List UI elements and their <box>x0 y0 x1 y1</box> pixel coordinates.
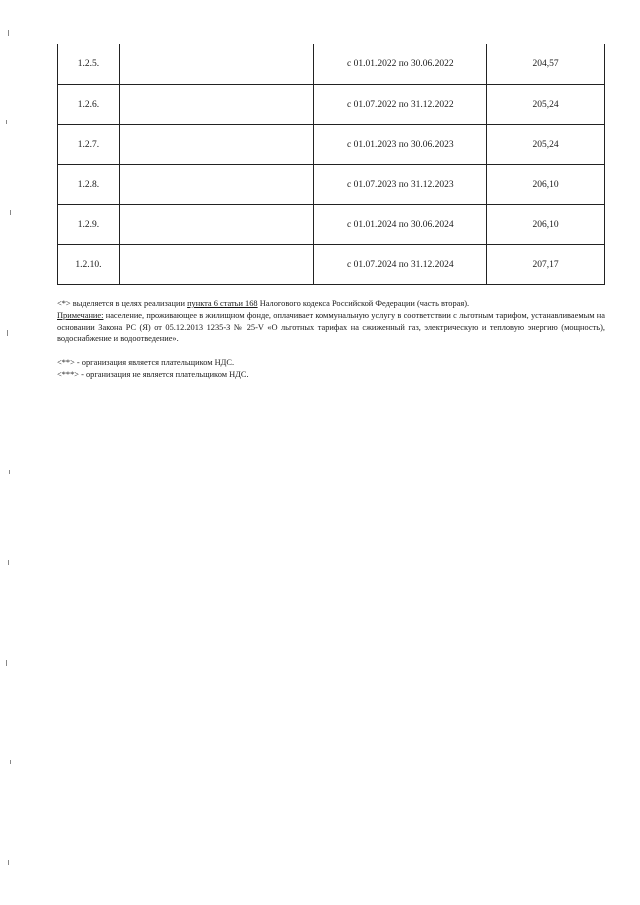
notes-section <box>57 298 605 381</box>
footnote-vat <box>57 298 605 310</box>
table-row <box>58 85 605 125</box>
row-period: с 01.01.2024 по 30.06.2024 <box>314 205 487 245</box>
footnote-marker: <*> <box>57 299 71 308</box>
spacer <box>57 345 605 357</box>
scan-artifact <box>8 860 9 865</box>
row-number: 1.2.9. <box>58 205 120 245</box>
remark-paragraph <box>57 310 605 345</box>
row-number: 1.2.10. <box>58 245 120 285</box>
footnote-text: выделяется в целях реализации <box>70 299 188 308</box>
row-period: с 01.07.2023 по 31.12.2023 <box>314 165 487 205</box>
remark-label: Примечание: <box>57 310 104 320</box>
row-number: 1.2.5. <box>58 44 120 85</box>
row-period: с 01.01.2022 по 30.06.2022 <box>314 44 487 85</box>
footnote-non-vat-payer <box>57 369 605 381</box>
row-value: 205,24 <box>487 125 605 165</box>
row-period: с 01.07.2022 по 31.12.2022 <box>314 85 487 125</box>
footnote-text: Налогового кодекса Российской Федерации (часть вторая). <box>257 299 470 308</box>
footnote-marker: <**> <box>57 358 75 368</box>
row-number: 1.2.8. <box>58 165 120 205</box>
table-row <box>58 44 605 85</box>
footnote-text: - организация не является плательщиком НДС. <box>79 369 249 379</box>
scan-artifact <box>10 760 11 764</box>
scan-artifact <box>7 330 8 336</box>
footnote-text: - организация является плательщиком НДС. <box>74 358 235 368</box>
tariff-table <box>57 44 605 285</box>
row-period: с 01.01.2023 по 30.06.2023 <box>314 125 487 165</box>
row-value: 206,10 <box>487 165 605 205</box>
scan-artifact <box>6 660 7 666</box>
row-description <box>119 245 314 285</box>
scan-artifact <box>8 30 9 36</box>
scan-artifact <box>8 560 9 565</box>
row-description <box>119 205 314 245</box>
table-row <box>58 165 605 205</box>
scan-artifact <box>10 210 11 215</box>
footnote-vat-payer <box>57 357 605 369</box>
footnote-marker: <***> <box>57 369 80 379</box>
law-reference-link[interactable]: пункта 6 статьи 168 <box>187 299 258 308</box>
table-row <box>58 245 605 285</box>
row-period: с 01.07.2024 по 31.12.2024 <box>314 245 487 285</box>
row-value: 207,17 <box>487 245 605 285</box>
table-row <box>58 125 605 165</box>
scan-artifact <box>6 120 7 124</box>
row-value: 205,24 <box>487 85 605 125</box>
row-number: 1.2.6. <box>58 85 120 125</box>
scan-artifact <box>9 470 10 474</box>
table-row <box>58 205 605 245</box>
row-description <box>119 85 314 125</box>
row-description <box>119 165 314 205</box>
row-value: 204,57 <box>487 44 605 85</box>
row-number: 1.2.7. <box>58 125 120 165</box>
row-value: 206,10 <box>487 205 605 245</box>
row-description <box>119 125 314 165</box>
remark-text: население, проживающее в жилищном фонде, оплачивает коммунальную услугу в соответствии с льготным тарифом, устанавливаемым на основании Закона РС (Я) от 05.12.2013 1235-З № 25-V «О льготных тарифах на сжиженный газ, электрическую и тепловую энергию (мощность), водоснабжение и водоотведение». <box>57 310 605 344</box>
row-description <box>119 44 314 85</box>
